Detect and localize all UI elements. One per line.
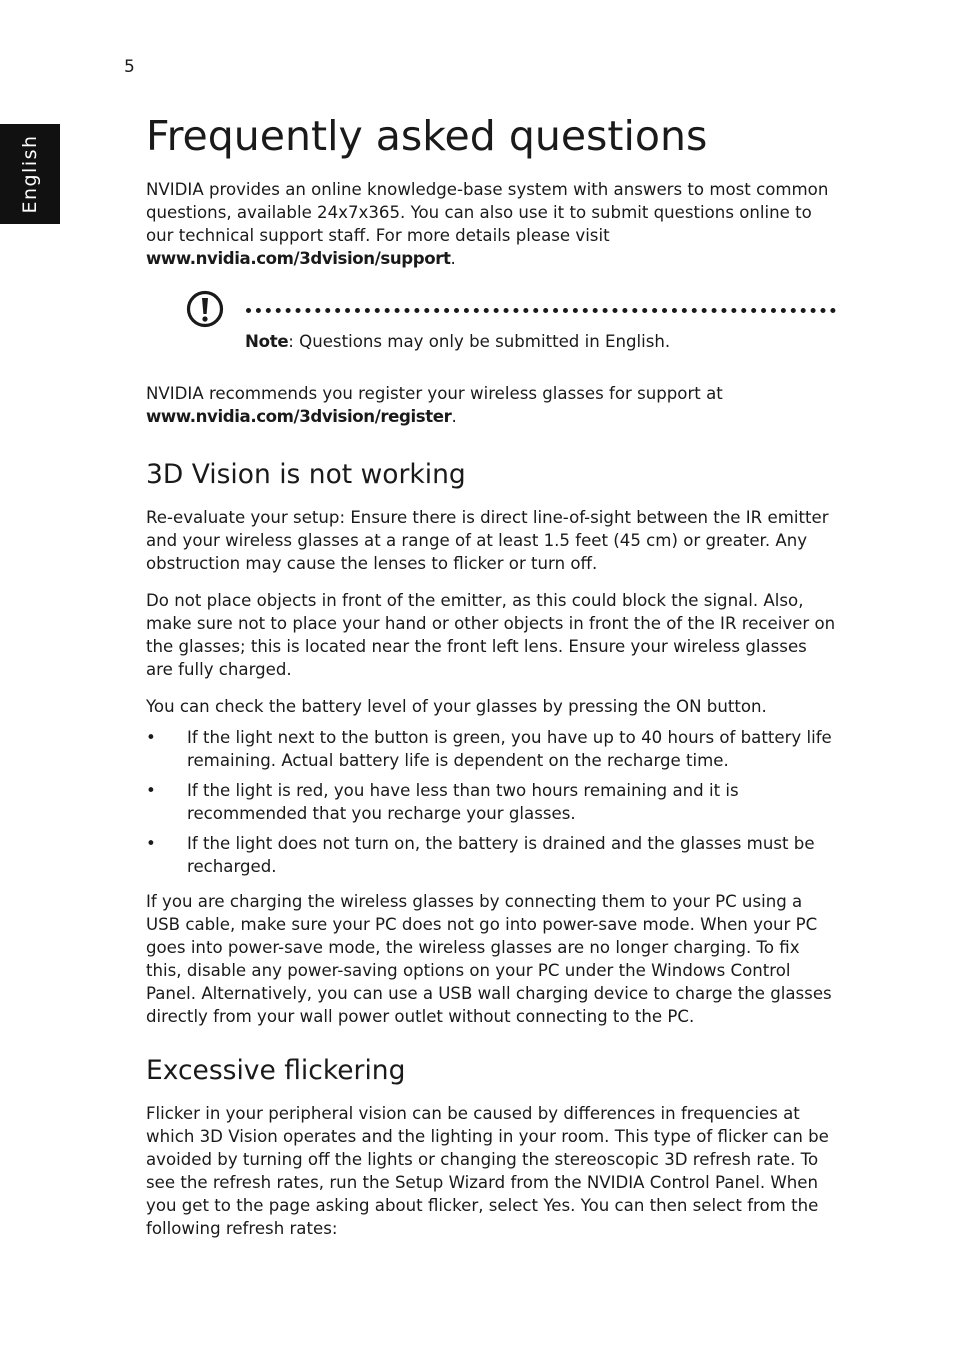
- battery-list: [146, 726, 836, 878]
- register-paragraph: [146, 382, 836, 428]
- note-label: Note: [245, 332, 289, 351]
- paragraph: You can check the battery level of your glasses by pressing the ON button.: [146, 697, 767, 716]
- page-title: Frequently asked questions: [146, 112, 708, 160]
- list-item: [146, 832, 836, 878]
- note-divider: [246, 308, 836, 313]
- register-end: .: [451, 407, 457, 426]
- intro-paragraph: [146, 178, 836, 270]
- list-item: [146, 726, 836, 772]
- section-heading-not-working: 3D Vision is not working: [146, 459, 466, 490]
- register-text: NVIDIA recommends you register your wireless glasses for support at: [146, 384, 723, 403]
- page-content: [146, 108, 836, 1254]
- list-item-text: If the light is red, you have less than two hours remaining and it is recommended that you recharge your glasses.: [187, 781, 739, 823]
- support-link[interactable]: www.nvidia.com/3dvision/support: [146, 249, 451, 268]
- register-link[interactable]: www.nvidia.com/3dvision/register: [146, 407, 452, 426]
- language-tab: [0, 124, 60, 224]
- bullet: •: [146, 781, 156, 800]
- list-item: [146, 779, 836, 825]
- paragraph: Re-evaluate your setup: Ensure there is direct line-of-sight between the IR emitter and your wireless glasses at a range of at least 1.5 feet (45 cm) or greater. Any obstruction may cause the lenses to flicker or turn off.: [146, 508, 829, 573]
- bullet: •: [146, 728, 156, 747]
- note-box: [146, 290, 836, 358]
- exclamation-circle-icon: [186, 290, 224, 328]
- list-item-text: If the light does not turn on, the battery is drained and the glasses must be recharged.: [187, 834, 815, 876]
- page-number: 5: [124, 57, 135, 77]
- note-body: : Questions may only be submitted in English.: [288, 332, 671, 351]
- note-text: [245, 330, 670, 353]
- paragraph: Flicker in your peripheral vision can be caused by differences in frequencies at which 3D Vision operates and the lighting in your room. This type of flicker can be avoided by turning off the lights or changing the stereoscopic 3D refresh rate. To see the refresh rates, run the Setup Wizard from the NVIDIA Control Panel. When you get to the page asking about flicker, select Yes. You can then select from the following refresh rates:: [146, 1104, 829, 1238]
- list-item-text: If the light next to the button is green, you have up to 40 hours of battery life remaining. Actual battery life is dependent on the recharge time.: [187, 728, 832, 770]
- section-heading-flickering: Excessive flickering: [146, 1055, 406, 1086]
- language-tab-label: English: [19, 134, 41, 214]
- bullet: •: [146, 834, 156, 853]
- paragraph: If you are charging the wireless glasses by connecting them to your PC using a USB cable, make sure your PC does not go into power-save mode. When your PC goes into power-save mode, the wireless glasses are no longer charging. To fix this, disable any power-saving options on your PC under the Windows Control Panel. Alternatively, you can use a USB wall charging device to charge the glasses directly from your wall power outlet without connecting to the PC.: [146, 892, 832, 1026]
- intro-text: NVIDIA provides an online knowledge-base system with answers to most common questions, available 24x7x365. You can also use it to submit questions online to our technical support staff. For more details please visit: [146, 180, 829, 245]
- paragraph: Do not place objects in front of the emitter, as this could block the signal. Also, make sure not to place your hand or other objects in front the of the IR receiver on the glasses; this is located near the front left lens. Ensure your wireless glasses are fully charged.: [146, 591, 836, 679]
- intro-end: .: [450, 249, 456, 268]
